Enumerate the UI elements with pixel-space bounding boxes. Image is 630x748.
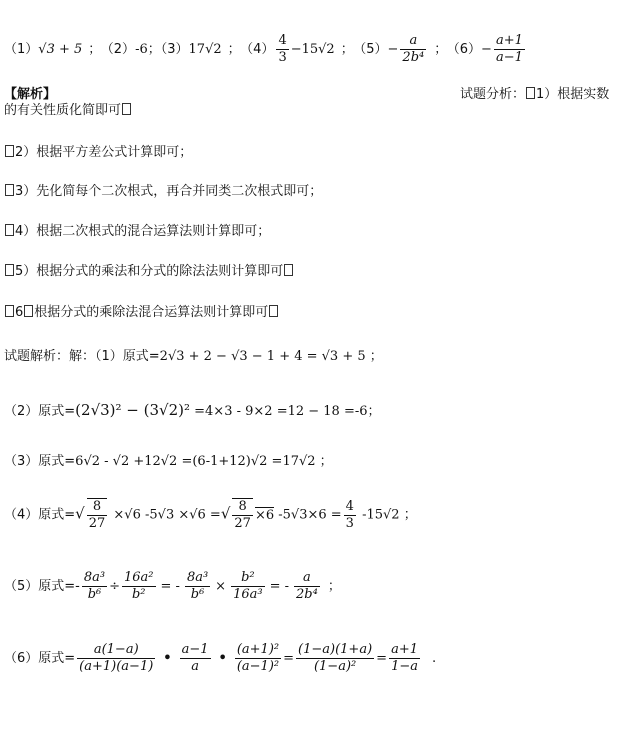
analysis-step-3-text: 3）先化简每个二次根式，再合并同类二次根式即可； <box>15 184 323 199</box>
answer-4-numerator: 4 <box>278 33 287 48</box>
missing-glyph-icon <box>284 264 293 276</box>
solution-4-frac-2-num: 8 <box>232 499 253 516</box>
solution-5-frac-4-den: 16a³ <box>233 587 263 602</box>
radical-icon: √ <box>75 504 85 523</box>
missing-glyph-icon <box>122 103 131 115</box>
analysis-step-4 <box>4 223 270 241</box>
missing-glyph-icon <box>5 224 14 236</box>
solution-6-frac-1-num: a(1−a) <box>77 642 155 659</box>
solution-4-mid: ×√6 -5√3 ×√6 = <box>109 507 221 523</box>
solution-6-frac-3-den: (a−1)² <box>236 659 280 674</box>
solution-4-frac-1 <box>87 498 108 532</box>
analysis-step-6 <box>4 304 279 322</box>
solution-4-frac-2 <box>232 498 253 532</box>
solution-5-frac-5-num: a <box>294 570 320 587</box>
solution-4-frac-1-den: 27 <box>88 516 106 531</box>
solution-4-mid2: -5√3×6 = <box>274 507 342 523</box>
solution-6-frac-4-den: (1−a)² <box>313 659 357 674</box>
answer-6-denominator: a−1 <box>495 50 523 65</box>
solution-6-eq-1: = <box>283 651 295 666</box>
answer-5-sign: − <box>387 42 399 57</box>
solution-4-frac-3-den: 3 <box>345 515 354 531</box>
solution-5-frac-3 <box>185 570 210 603</box>
solution-5-frac-2-num: 16a² <box>124 570 154 585</box>
answer-5-denominator: 2b⁴ <box>402 50 425 65</box>
missing-glyph-icon <box>269 305 278 317</box>
solution-5-frac-5 <box>294 570 320 603</box>
solution-5-frac-1 <box>82 570 107 603</box>
analysis-step-6-num: 6 <box>15 305 24 320</box>
analysis-intro-label: 试题分析： <box>460 87 526 102</box>
solution-5-frac-3-num: 8a³ <box>186 570 209 585</box>
solution-5-frac-4-num: b² <box>231 570 265 587</box>
solution-6-frac-2-num: a−1 <box>181 642 209 657</box>
analysis-cont <box>4 102 132 120</box>
solution-6-frac-2-den: a <box>191 659 199 674</box>
solution-6-frac-1-den: (a+1)(a−1) <box>79 659 154 674</box>
radical-icon: √ <box>220 504 231 523</box>
answer-2-expr: -6 <box>135 42 148 57</box>
missing-glyph-icon <box>5 264 14 276</box>
missing-glyph-icon <box>5 305 14 317</box>
answer-5-label: （5） <box>359 42 388 57</box>
solution-2-expr-a: (2√3)² − (3√2)² <box>75 401 191 419</box>
answer-6-label: （6） <box>453 42 482 57</box>
answer-1-label: （1） <box>4 42 39 57</box>
solution-4-frac-3 <box>344 499 356 532</box>
answer-5-fraction <box>400 33 426 66</box>
solution-6 <box>4 642 436 675</box>
solution-5-frac-5-den: 2b⁴ <box>296 587 318 602</box>
analysis-step-4-text: 4）根据二次根式的混合运算法则计算即可； <box>15 224 271 239</box>
answer-4-sep: ； <box>340 42 354 57</box>
solution-4-end: -15√2 ； <box>357 507 417 523</box>
solution-3 <box>4 453 333 471</box>
solution-6-frac-5 <box>389 642 420 675</box>
analysis-step-3 <box>4 183 322 201</box>
analysis-step-2 <box>4 144 192 162</box>
solution-4 <box>4 498 417 532</box>
analysis-intro <box>460 86 609 104</box>
missing-glyph-icon <box>5 145 14 157</box>
solution-4-frac-1-num: 8 <box>87 499 108 516</box>
answer-4-label: （4） <box>246 42 275 57</box>
solution-2 <box>4 401 381 421</box>
solution-6-frac-4-num: (1−a)(1+a) <box>298 642 373 657</box>
solution-5-frac-4 <box>231 570 265 603</box>
solution-5-end: ； <box>327 579 341 594</box>
solution-6-eq-2: = <box>376 651 388 666</box>
solution-5-frac-2-den: b² <box>131 587 146 602</box>
solution-3-label: （3）原式= <box>4 454 76 469</box>
solution-4-frac-2-den: 27 <box>234 516 251 531</box>
answer-3-expr: 17√2 <box>188 42 222 57</box>
solution-5-op2: × <box>215 579 227 594</box>
answers-line <box>4 33 527 66</box>
solution-4-frac-3-num: 4 <box>345 498 354 514</box>
answer-4-rest: −15√2 <box>290 42 335 57</box>
answer-1-sep: ； <box>88 42 102 57</box>
solution-5-frac-3-den: b⁶ <box>190 587 205 602</box>
answer-6-numerator: a+1 <box>495 33 523 48</box>
answer-1-expr: √3 + 5 <box>38 42 83 57</box>
answer-3-label: （3） <box>160 42 189 57</box>
solution-1-expr: 2√3 + 2 − √3 − 1 + 4 = √3 + 5 ； <box>159 349 383 364</box>
solution-5-eq2: = - <box>269 579 290 594</box>
answer-6-sign: − <box>481 42 492 57</box>
analysis-intro-rest: 1）根据实数 <box>536 87 610 102</box>
solution-5-frac-2 <box>122 570 156 603</box>
solution-6-frac-5-den: 1−a <box>391 659 418 674</box>
answer-2-label: （2） <box>107 42 136 57</box>
solution-1 <box>4 348 383 366</box>
solution-5 <box>4 570 341 603</box>
solution-6-frac-5-num: a+1 <box>391 642 418 657</box>
solution-6-frac-2 <box>180 642 211 675</box>
analysis-step-6-text: 根据分式的乘除法混合运算法则计算即可 <box>34 305 269 320</box>
answer-2-sep: ； <box>147 42 161 57</box>
solution-6-frac-3 <box>235 642 281 675</box>
solution-4-times: ×6 <box>254 507 275 523</box>
answer-4-fraction <box>276 33 288 66</box>
answer-4-denominator: 3 <box>278 50 287 65</box>
missing-glyph-icon <box>24 305 33 317</box>
solution-6-label: （6）原式= <box>4 651 76 666</box>
solution-6-frac-3-num: (a+1)² <box>236 642 280 657</box>
answer-5-numerator: a <box>400 33 426 50</box>
solution-6-dot-1: • <box>163 651 172 666</box>
solution-5-op1: ÷ <box>109 579 120 594</box>
solution-2-expr-b: =4×3 - 9×2 =12 − 18 =-6； <box>190 404 381 419</box>
answer-3-sep: ； <box>227 42 241 57</box>
analysis-step-5 <box>4 263 294 281</box>
answer-5-sep: ； <box>434 42 448 57</box>
solution-2-label: （2）原式= <box>4 404 76 419</box>
solution-3-expr: 6√2 - √2 +12√2 =(6-1+12)√2 =17√2 ； <box>75 454 333 469</box>
solution-5-frac-1-num: 8a³ <box>83 570 106 585</box>
answer-6-fraction <box>494 33 525 66</box>
analysis-step-2-text: 2）根据平方差公式计算即可； <box>15 145 193 160</box>
missing-glyph-icon <box>5 184 14 196</box>
solution-6-frac-4 <box>296 642 374 675</box>
solution-6-frac-1 <box>77 642 155 675</box>
analysis-cont-text: 的有关性质化简即可 <box>4 103 122 118</box>
solution-6-dot-2: • <box>218 651 227 666</box>
solution-4-label: （4）原式= <box>4 507 76 523</box>
analysis-heading: 【解析】 <box>4 87 57 102</box>
solution-5-eq1: = - <box>160 579 180 594</box>
solution-6-end: . <box>431 651 437 666</box>
missing-glyph-icon <box>526 87 535 99</box>
solution-5-label: （5）原式=- <box>4 579 80 594</box>
analysis-step-5-text: 5）根据分式的乘法和分式的除法法则计算即可 <box>15 264 284 279</box>
solution-5-frac-1-den: b⁶ <box>87 587 102 602</box>
solution-intro: 试题解析：解：（1）原式= <box>4 349 160 364</box>
